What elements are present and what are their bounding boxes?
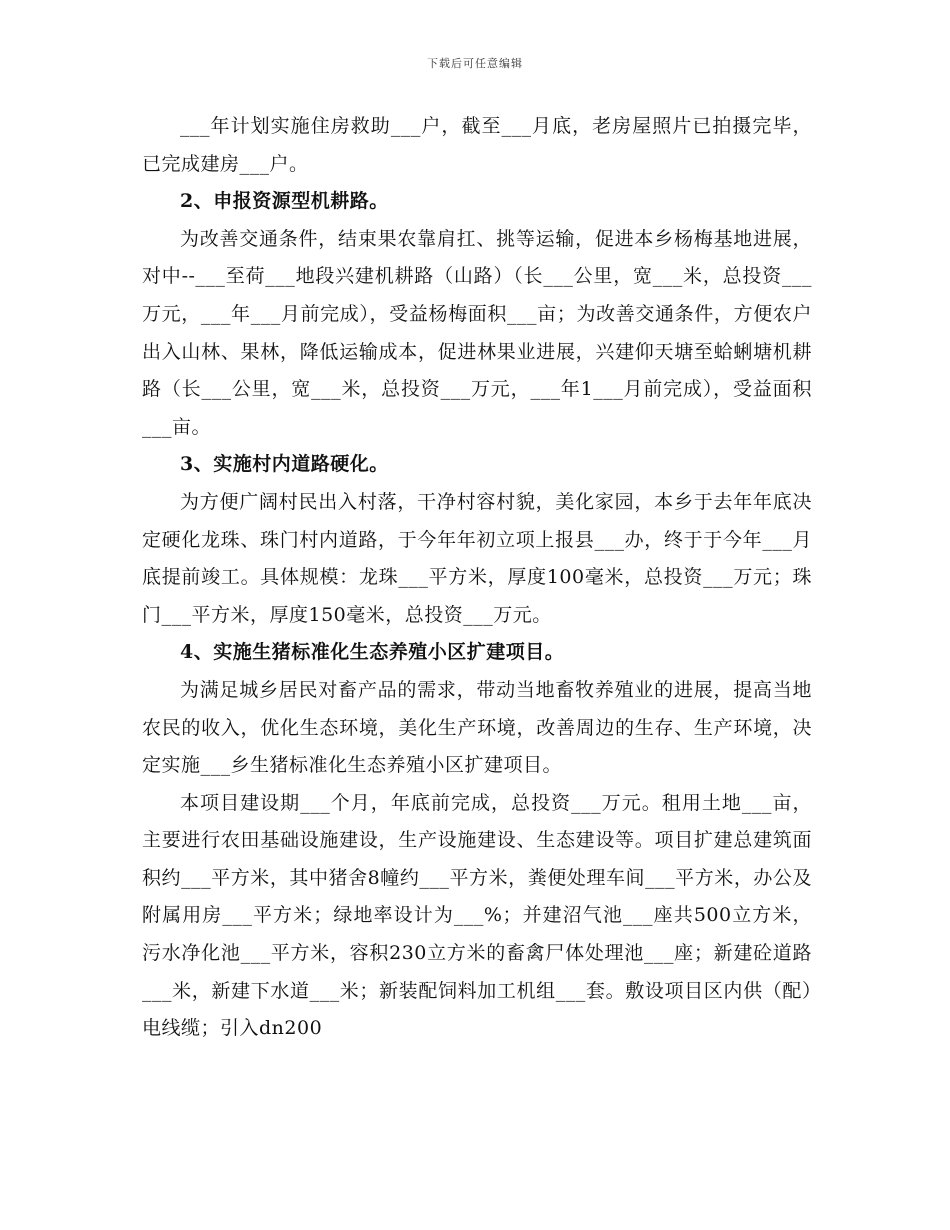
header-note: 下载后可任意编辑 bbox=[427, 57, 523, 70]
paragraph-road-hardening: 为方便广阔村民出入村落，干净村容村貌，美化家园，本乡于去年年底决定硬化龙珠、珠门村内道路，于今年年初立项上报县___办，终于于今年___月底提前竣工。具体规模：龙珠___平方米，厚度100毫米，总投资___万元；珠门___平方米，厚度150毫米，总投资___万元。 bbox=[142, 490, 812, 626]
paragraph-machine-road: 为改善交通条件，结束果农靠肩扛、挑等运输，促进本乡杨梅基地进展，对中--___至荷___地段兴建机耕路（山路）（长___公里，宽___米，总投资___万元，___年___月前完成），受益杨梅面积___亩；为改善交通条件，方便农户出入山林、果林，降低运输成本，促进林果业进展，兴建仰天塘至蛤蜊塘机耕路（长___公里，宽___米，总投资___万元，___年1___月前完成），受益面积___亩。 bbox=[142, 227, 812, 438]
section-heading-3: 3、实施村内道路硬化。 bbox=[180, 453, 389, 476]
paragraph-pig-farm-purpose: 为满足城乡居民对畜产品的需求，带动当地畜牧养殖业的进展，提高当地农民的收入，优化生态环境，美化生产环境，改善周边的生存、生产环境，决定实施___乡生猪标准化生态养殖小区扩建项目。 bbox=[142, 678, 812, 777]
paragraph-pig-farm-details: 本项目建设期___个月，年底前完成，总投资___万元。租用土地___亩，主要进行农田基础设施建设，生产设施建设、生态建设等。项目扩建总建筑面积约___平方米，其中猪舍8幢约___平方米，粪便处理车间___平方米，办公及附属用房___平方米；绿地率设计为___%；并建沼气池___座共500立方米，污水净化池___平方米，容积230立方米的畜禽尸体处理池___座；新建砼道路___米，新建下水道___米；新装配饲料加工机组___套。敷设项目区内供（配）电线缆；引入dn200 bbox=[142, 791, 812, 1040]
section-heading-4: 4、实施生猪标准化生态养殖小区扩建项目。 bbox=[180, 641, 565, 664]
paragraph-housing-aid: ___年计划实施住房救助___户，截至___月底，老房屋照片已拍摄完毕，已完成建房___户。 bbox=[142, 115, 812, 175]
section-heading-2: 2、申报资源型机耕路。 bbox=[180, 190, 389, 213]
document-body bbox=[142, 108, 812, 1048]
